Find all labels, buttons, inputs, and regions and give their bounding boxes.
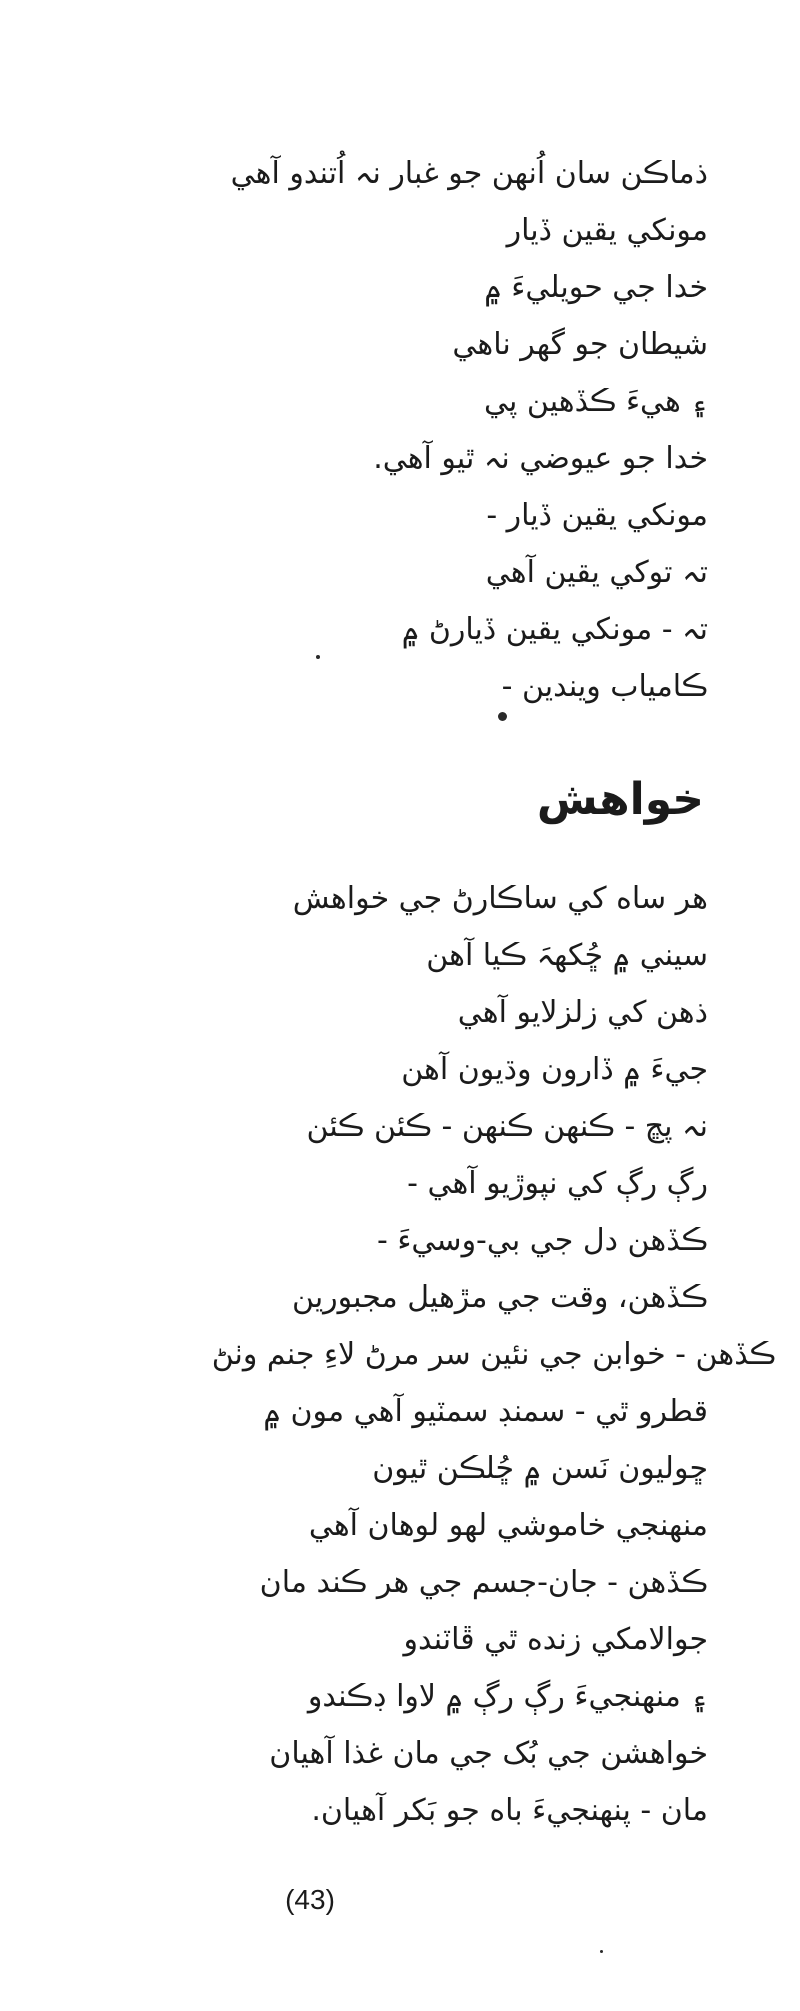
poem-line: ڪڏهن - جان-جسم جي هر ڪند مان: [259, 1565, 708, 1600]
poem-line: ۽ منهنجيءَ رڳ رڳ ۾ لاوا ڊڪندو: [307, 1679, 708, 1714]
poem-line: جيءَ ۾ ڏارون وڌيون آهن: [401, 1052, 708, 1087]
poem-line: خدا جي حويليءَ ۾: [484, 270, 708, 305]
poem-line: ذهن کي زلزلايو آهي: [457, 995, 708, 1030]
page-number: (43): [285, 1884, 335, 1915]
poem-line: مونکي يقين ڏيار: [506, 213, 708, 248]
poem-stanza-2: [211, 870, 776, 1839]
poem-line: ڪامياب ويندين -: [501, 669, 708, 704]
poem-line: ڇوليون نَسن ۾ ڇُلڪن ٿيون: [372, 1451, 708, 1486]
poem-line: نہ پڇ - ڪنهن ڪنهن - ڪئن ڪئن: [306, 1109, 708, 1144]
poem-line: تہ توکي يقين آهي: [485, 555, 708, 590]
poem-line: ۽ هيءَ ڪڏهين پي: [484, 384, 708, 419]
poem-line: ذماڪن سان اُنهن جو غبار نہ اُتندو آهي: [230, 156, 708, 191]
poem-line: منهنجي خاموشي لهو لوهان آهي: [308, 1508, 708, 1543]
ink-speck: [600, 1950, 603, 1953]
poem-line: مونکي يقين ڏيار -: [486, 498, 708, 533]
poem-line: سيني ۾ ڇُکهہَ ڪيا آهن: [426, 938, 708, 973]
poem-line: تہ - مونکي يقين ڏيارڻ ۾: [401, 612, 708, 647]
ink-speck: [498, 712, 507, 721]
poem-line: خواهشن جي بُک جي مان غذا آهيان: [269, 1736, 708, 1771]
poem-line: هر ساه کي ساڪارڻ جي خواهش: [292, 881, 708, 916]
poem-line: قطرو ٿي - سمنڊ سمٽيو آهي مون ۾: [263, 1394, 708, 1429]
poem-line: جوالامکي زنده ٿي ڦاٽندو: [403, 1622, 708, 1657]
poem-title: خواهش: [536, 774, 704, 825]
poem-line: ڪڏهن، وقت جي مڙهيل مجبورين: [292, 1280, 708, 1315]
poem-line: ڪڏهن - خوابن جي نئين سر مرڻ لاءِ جنم وٺڻ: [211, 1337, 776, 1372]
poem-line: ڪڏهن دل جي بي-وسيءَ -: [376, 1223, 708, 1258]
poem-stanza-1: [231, 145, 708, 715]
ink-speck: [316, 655, 320, 659]
poem-line: رڳ رڳ کي نپوڙيو آهي -: [407, 1166, 708, 1201]
poem-line: شيطان جو گهر ناهي: [452, 327, 708, 362]
poem-line: مان - پنهنجيءَ باه جو بَکر آهيان.: [311, 1793, 708, 1828]
poem-line: خدا جو عيوضي نہ ٿيو آهي.: [373, 441, 708, 476]
